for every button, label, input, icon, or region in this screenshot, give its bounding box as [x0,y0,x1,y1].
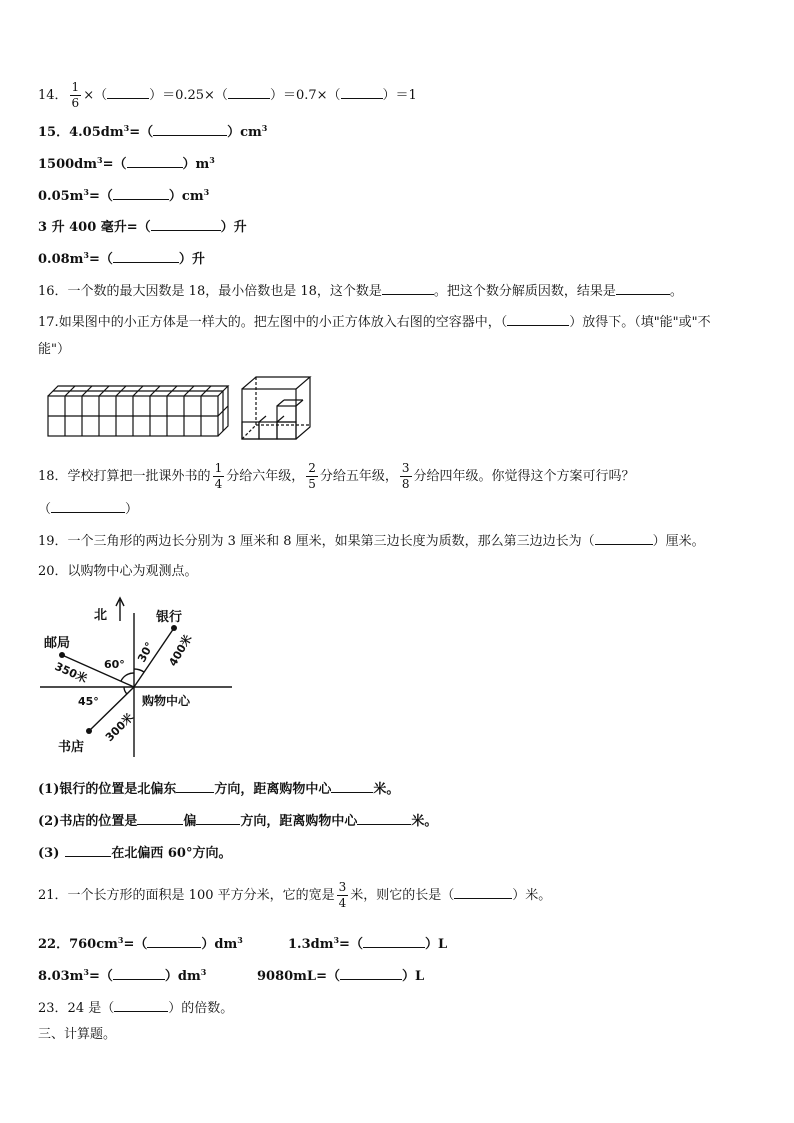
bank-point [171,625,177,631]
post-office-label: 邮局 [44,636,71,651]
text: ）厘米。 [652,534,705,549]
cube-row-figure [46,380,232,440]
fraction [337,880,349,911]
answer-blank[interactable] [595,532,653,545]
fraction [306,461,318,492]
angle-60-label: 60° [104,658,125,671]
exponent: 3 [97,155,103,165]
container-figure [240,375,312,441]
numerator: 1 [71,80,80,94]
exponent: 3 [83,187,89,197]
question-20 [38,563,198,581]
exponent: 3 [209,155,215,165]
numerator: 1 [214,461,223,475]
question-18 [38,459,635,495]
text: ）L [424,937,448,952]
text: 偏 [183,814,197,829]
text: ） [125,502,139,517]
question-number: 17. [38,315,59,330]
answer-blank[interactable] [113,250,179,263]
shopping-center-label: 购物中心 [142,694,191,708]
text: 0.08m [38,252,84,267]
denominator: 4 [214,477,223,491]
question-19 [38,532,705,551]
answer-blank[interactable] [228,86,270,99]
answer-blank[interactable] [507,313,569,326]
text: 在北偏西 60°方向。 [111,846,232,861]
question-20-part-2 [38,812,437,831]
exponent: 3 [83,250,89,260]
text: ）＝1 [382,88,417,103]
text: (2)书店的位置是 [38,814,138,829]
text: =（ [129,125,154,140]
text: 学校打算把一批课外书的 [67,469,211,484]
distance-300-label: 300米 [102,710,137,745]
question-18-answer [38,500,138,519]
question-number: 21． [38,888,68,903]
section-heading [38,1026,116,1044]
question-17-cont [38,341,70,359]
answer-blank[interactable] [113,967,165,980]
answer-blank[interactable] [51,500,125,513]
text: （ [38,502,52,517]
text: 8.03m [38,969,84,984]
text: =（ [123,937,148,952]
numerator: 2 [308,461,316,475]
question-number: 19． [38,534,68,549]
text: 一个三角形的两边长分别为 3 厘米和 8 厘米，如果第三边长度为质数，那么第三边边长为（ [67,534,595,549]
text: 0.05m [38,189,84,204]
question-14 [38,80,417,111]
answer-blank[interactable] [357,812,411,825]
text: (1)银行的位置是北偏东 [38,782,177,797]
text: ×（ [83,88,108,103]
text: 3 升 400 毫升=（ [38,220,151,235]
question-20-part-1 [38,780,399,799]
question-23 [38,999,233,1018]
denominator: 4 [338,896,347,910]
denominator: 5 [308,477,316,491]
denominator: 8 [401,477,410,491]
text: 760cm [69,937,118,952]
question-15-row-1 [38,123,267,142]
angle-45-label: 45° [78,695,99,708]
answer-blank[interactable] [196,812,240,825]
text: ）的倍数。 [168,1001,234,1016]
answer-blank[interactable] [107,86,149,99]
text: ）升 [220,220,247,235]
direction-diagram [38,595,238,760]
numerator: 3 [338,880,347,894]
distance-350-label: 350米 [52,659,90,686]
post-office-point [59,652,65,658]
fraction [213,461,225,492]
bank-label: 银行 [156,610,183,625]
text: ）米。 [512,888,552,903]
text: 分给六年级， [226,469,305,484]
text: ）L [401,969,425,984]
bookstore-point [86,728,92,734]
answer-blank[interactable] [151,218,221,231]
text: 米。 [411,814,438,829]
section-title: 三、计算题。 [38,1027,117,1042]
text: 能"） [38,342,70,357]
text: 4.05dm [69,125,124,140]
question-17 [38,313,711,332]
text: =（ [102,157,127,172]
text: 一个长方形的面积是 100 平方分米，它的宽是 [67,888,335,903]
answer-blank[interactable] [616,282,670,295]
fraction [400,461,412,492]
question-15-row-3 [38,187,209,206]
question-number: 22． [38,937,70,952]
exponent: 3 [117,935,124,945]
exponent: 3 [261,123,268,133]
exponent: 3 [83,967,89,977]
text: ）cm [227,125,262,140]
answer-blank[interactable] [113,187,169,200]
text: 。 [669,284,683,299]
question-21 [38,878,551,914]
question-15-row-5 [38,250,205,269]
text: 一个数的最大因数是 18，最小倍数也是 18，这个数是 [67,284,382,299]
answer-blank[interactable] [137,812,183,825]
denominator: 6 [71,96,80,110]
question-16 [38,282,683,301]
question-number: 20． [38,564,68,579]
exponent: 3 [200,967,207,977]
answer-blank[interactable] [340,967,402,980]
distance-400-label: 400米 [166,632,195,669]
question-number: 16． [38,284,68,299]
answer-blank[interactable] [153,123,227,136]
text: ）dm [201,937,238,952]
question-number: 15． [38,125,70,140]
text: =（ [339,937,363,952]
text: 方向，距离购物中心 [214,782,332,797]
text: 如果图中的小正方体是一样大的。把左图中的小正方体放入右图的空容器中，（ [58,315,508,330]
question-15-row-4 [38,218,247,237]
question-number: 23． [38,1001,68,1016]
text: 方向，距离购物中心 [240,814,358,829]
question-number: 18． [38,469,68,484]
question-22-row-1a [38,935,243,954]
answer-blank[interactable] [341,86,383,99]
answer-blank[interactable] [114,999,168,1012]
exponent: 3 [123,123,130,133]
question-15-row-2 [38,155,215,174]
fraction [70,80,82,111]
text: ）cm [168,189,204,204]
text: 。把这个数分解质因数，结果是 [433,284,616,299]
numerator: 3 [401,461,410,475]
answer-blank[interactable] [176,780,214,793]
question-number: 14． [38,88,68,103]
exponent: 3 [333,935,340,945]
text: ）dm [164,969,201,984]
answer-blank[interactable] [382,282,434,295]
text: (3) [38,846,60,861]
question-22-row-2a [38,967,206,986]
exponent: 3 [237,935,243,945]
answer-blank[interactable] [147,935,201,948]
text: 以购物中心为观测点。 [67,564,198,579]
text: 分给四年级。你觉得这个方案可行吗？ [413,469,635,484]
text: 米。 [373,782,400,797]
text: ）放得下。（填"能"或"不 [569,315,711,330]
text: ）m [182,157,210,172]
text: ）升 [178,252,205,267]
text: 24 是（ [67,1001,115,1016]
answer-blank[interactable] [363,935,425,948]
question-22-row-2b [257,967,424,986]
exponent: 3 [203,187,210,197]
answer-blank[interactable] [65,844,111,857]
north-label: 北 [94,608,108,623]
answer-blank[interactable] [127,155,183,168]
text: =（ [89,969,113,984]
text: =（ [89,189,113,204]
text: 1500dm [38,157,98,172]
text: =（ [89,252,113,267]
text: 米，则它的长是（ [350,888,455,903]
text: ）＝0.25×（ [149,88,228,103]
question-20-part-3 [38,844,231,863]
answer-blank[interactable] [331,780,373,793]
bookstore-label: 书店 [58,740,85,755]
text: 9080mL=（ [257,969,340,984]
angle-30-label: 30° [135,639,157,665]
answer-blank[interactable] [454,886,512,899]
question-22-row-1b [288,935,447,954]
text: 分给五年级， [319,469,398,484]
text: ）＝0.7×（ [269,88,341,103]
text: 1.3dm [288,937,334,952]
